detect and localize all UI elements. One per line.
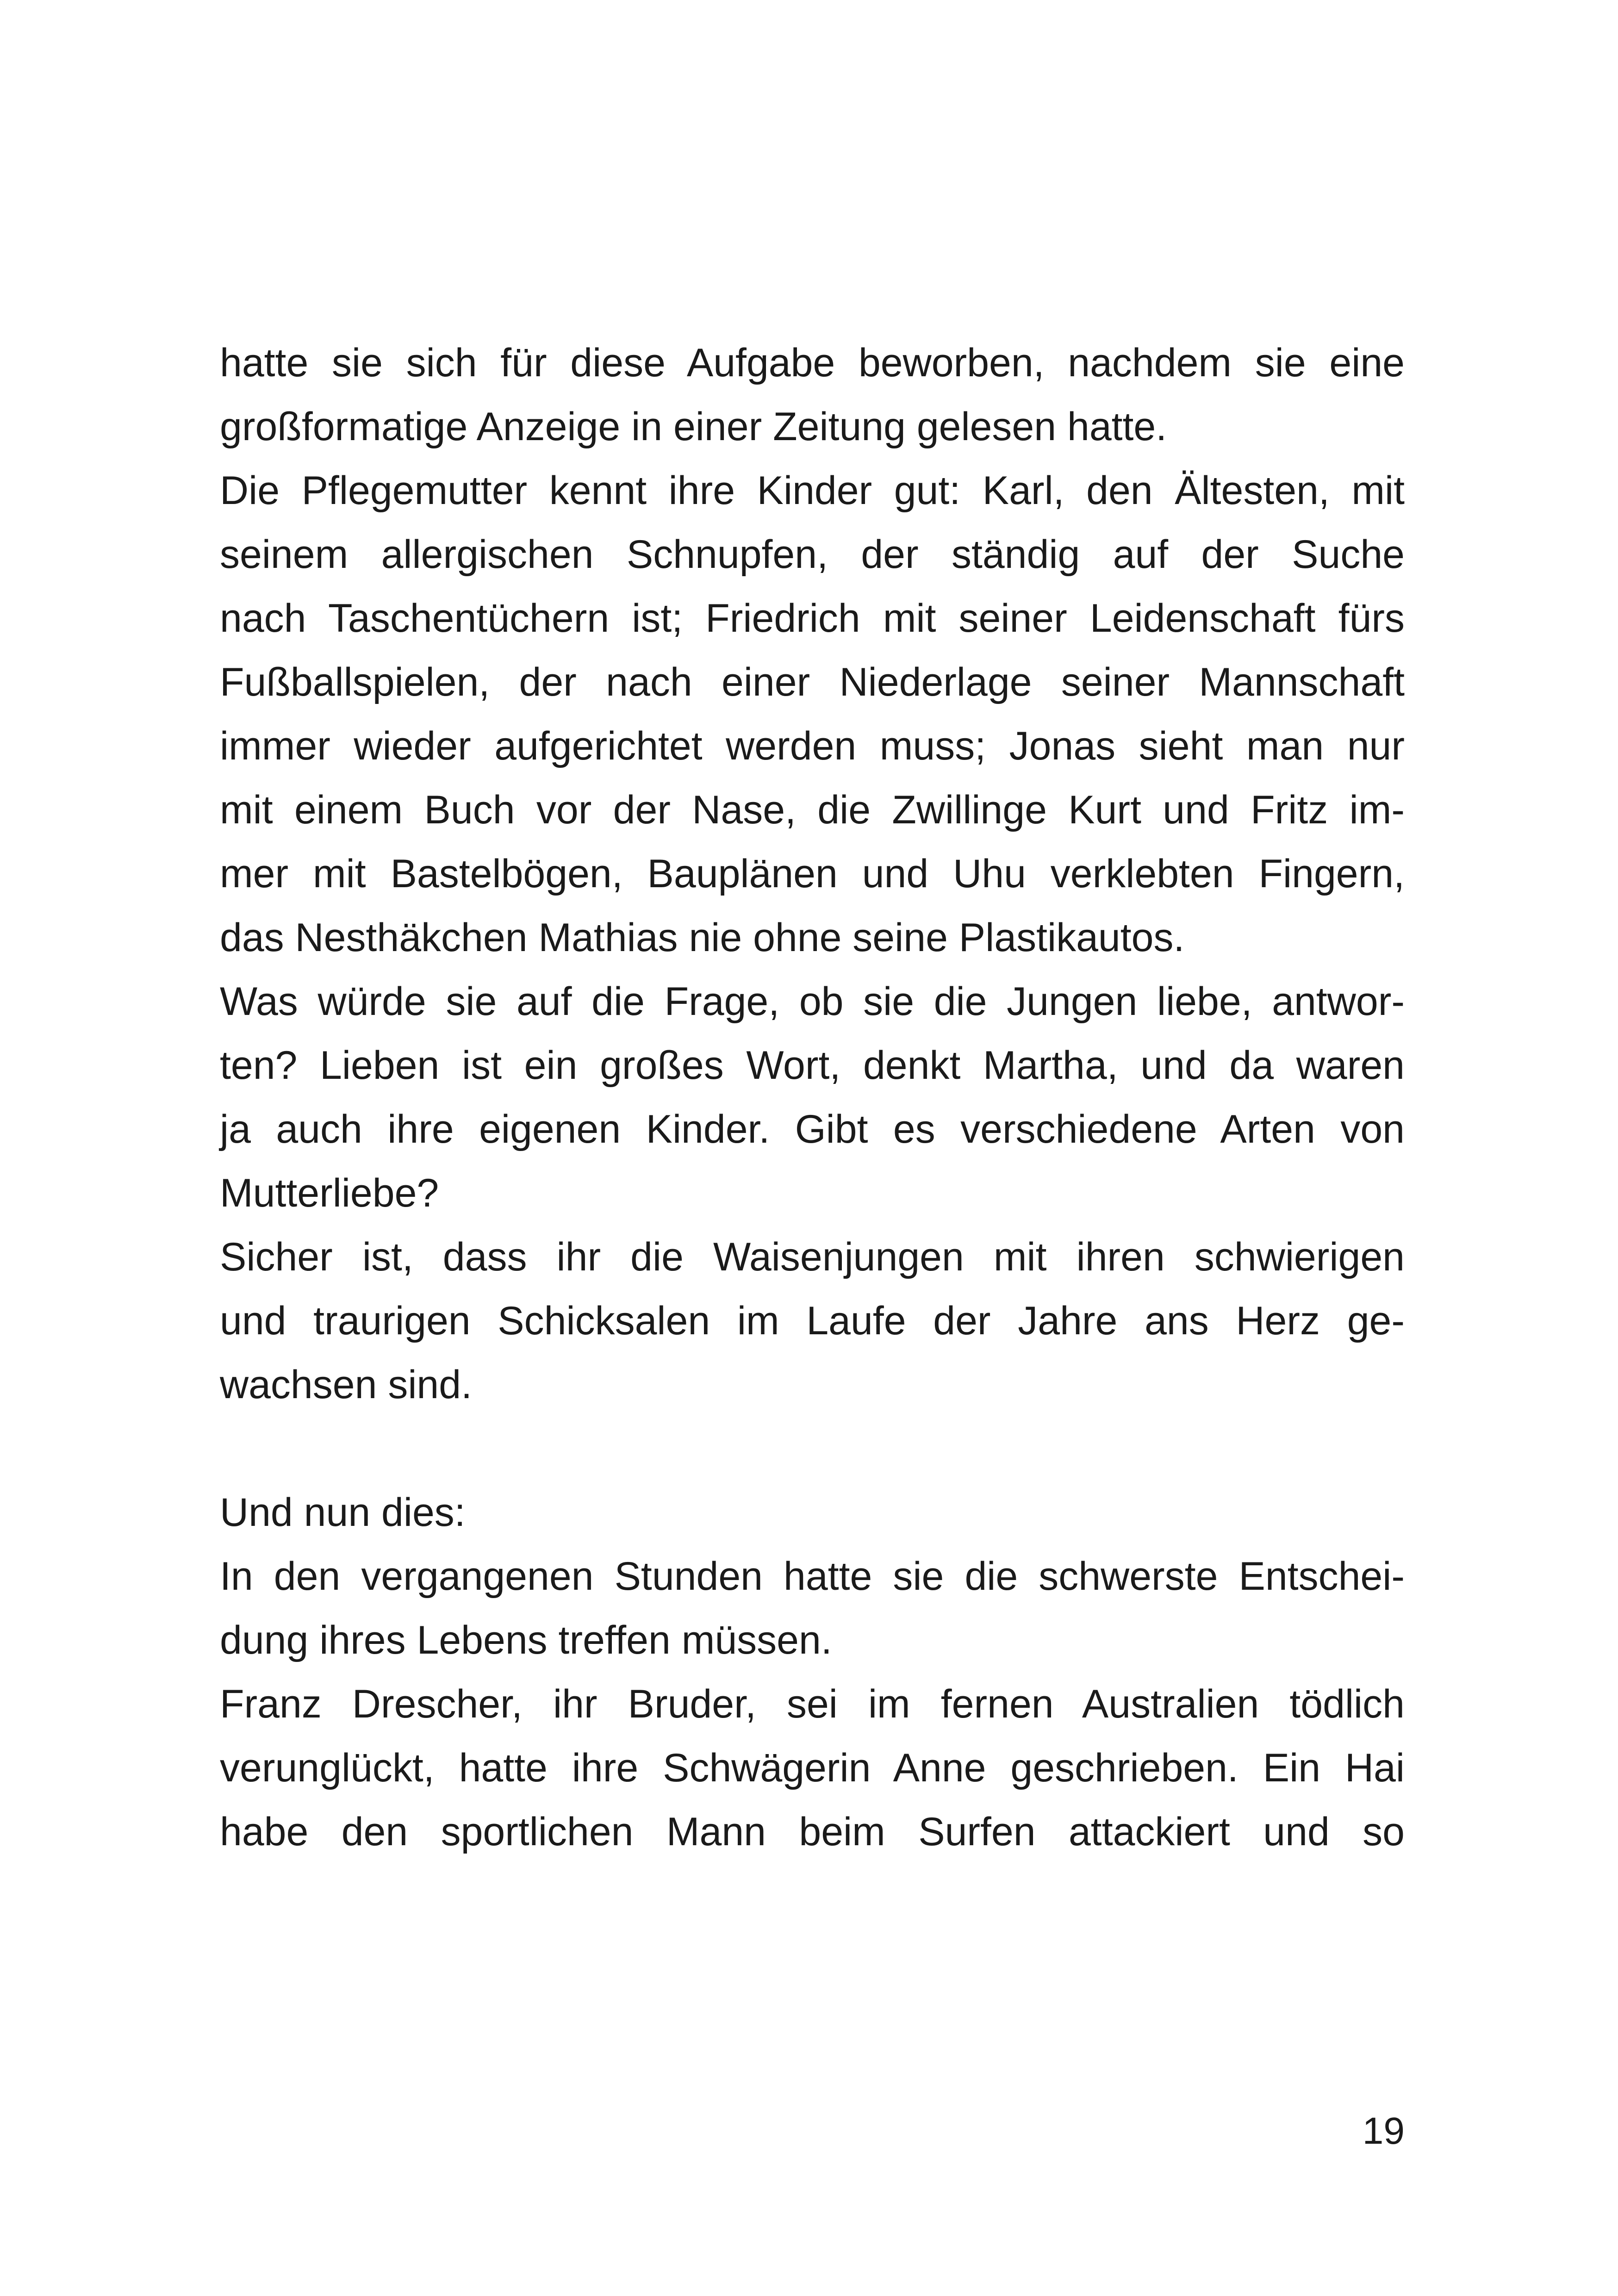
text-line: hatte sie sich für diese Aufgabe beworben, nachdem sie eine	[220, 341, 1405, 385]
text-line: dung ihres Lebens treffen müssen.	[220, 1618, 832, 1662]
text-line: ten? Lieben ist ein großes Wort, denkt Martha, und da waren	[220, 1043, 1405, 1088]
paragraph-break	[220, 1417, 1405, 1481]
body-text	[220, 331, 1405, 1864]
text-line: verunglückt, hatte ihre Schwägerin Anne geschrieben. Ein Hai	[220, 1746, 1405, 1790]
text-line: Die Pflegemutter kennt ihre Kinder gut: Karl, den Ältesten, mit	[220, 468, 1405, 513]
text-line: wachsen sind.	[220, 1363, 472, 1407]
text-line: Und nun dies:	[220, 1490, 466, 1535]
page-number: 19	[1362, 2110, 1405, 2152]
text-line: seinem allergischen Schnupfen, der ständig auf der Suche	[220, 532, 1405, 577]
text-line: Was würde sie auf die Frage, ob sie die Jungen liebe, antwor-	[220, 979, 1405, 1024]
text-line: das Nesthäkchen Mathias nie ohne seine Plastikautos.	[220, 915, 1185, 960]
text-line: mer mit Bastelbögen, Bauplänen und Uhu verklebten Fingern,	[220, 852, 1405, 896]
text-line: und traurigen Schicksalen im Laufe der Jahre ans Herz ge-	[220, 1299, 1405, 1343]
text-line: habe den sportlichen Mann beim Surfen attackiert und so	[220, 1810, 1405, 1854]
text-line: Sicher ist, dass ihr die Waisenjungen mit ihren schwierigen	[220, 1235, 1405, 1279]
text-line: ja auch ihre eigenen Kinder. Gibt es verschiedene Arten von	[220, 1107, 1405, 1151]
text-line: In den vergangenen Stunden hatte sie die schwerste Entschei-	[220, 1554, 1405, 1599]
text-line: Franz Drescher, ihr Bruder, sei im fernen Australien tödlich	[220, 1682, 1405, 1726]
text-line: immer wieder aufgerichtet werden muss; Jonas sieht man nur	[220, 724, 1405, 768]
text-line: großformatige Anzeige in einer Zeitung gelesen hatte.	[220, 404, 1167, 449]
text-line: mit einem Buch vor der Nase, die Zwillinge Kurt und Fritz im-	[220, 788, 1405, 832]
text-line: nach Taschentüchern ist; Friedrich mit seiner Leidenschaft fürs	[220, 596, 1405, 641]
text-line: Mutterliebe?	[220, 1171, 439, 1215]
text-line: Fußballspielen, der nach einer Niederlage seiner Mannschaft	[220, 660, 1405, 704]
